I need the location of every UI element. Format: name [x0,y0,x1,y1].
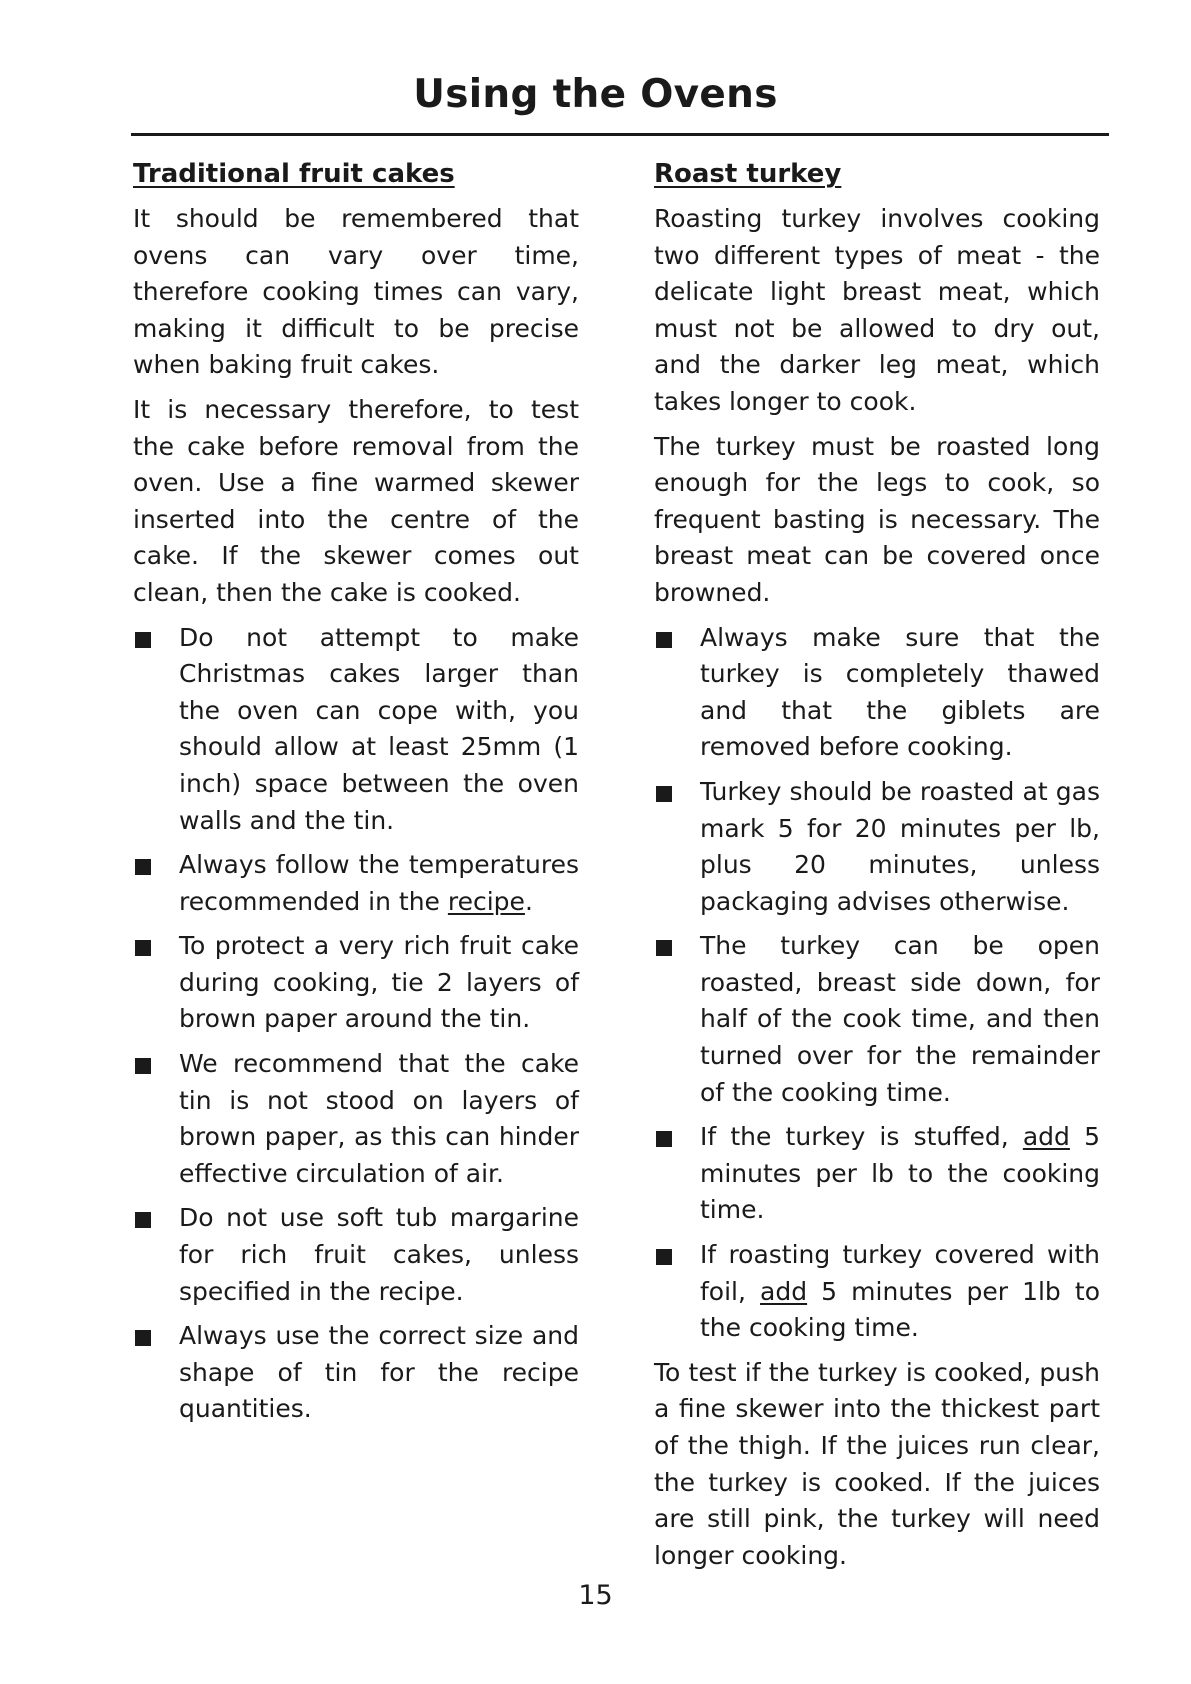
bullet-text: To protect a very rich fruit cake during cooking, tie 2 layers of brown paper around the tin. [179,931,579,1034]
bullet-text-end: . [524,886,533,916]
bullet-item [654,1119,1100,1229]
roast-turkey-heading: Roast turkey [654,159,842,189]
square-bullet-icon [135,859,151,875]
roast-turkey-section [654,156,1100,1582]
bullet-item [133,1318,579,1428]
bullet-text-start: Always follow the temperatures recommended in the [179,850,579,916]
square-bullet-icon [656,940,672,956]
bullet-item [654,1237,1100,1347]
roast-turkey-paragraph-1: Roasting turkey involves cooking two different types of meat - the delicate light breast meat, which must not be allowed to dry out, and the darker leg meat, which takes longer to cook. [654,204,1100,416]
bullet-text: Turkey should be roasted at gas mark 5 for 20 minutes per lb, plus 20 minutes, unless packaging advises otherwise. [700,776,1100,916]
fruit-cakes-bullet-list [133,620,579,1428]
fruit-cakes-section [133,156,579,1436]
underlined-word: add [1022,1122,1070,1152]
square-bullet-icon [656,786,672,802]
square-bullet-icon [135,1330,151,1346]
square-bullet-icon [656,632,672,648]
bullet-text-start: If the turkey is stuffed, [700,1122,1023,1152]
square-bullet-icon [656,1131,672,1147]
bullet-text [700,1240,1100,1342]
bullet-item [654,620,1100,766]
fruit-cakes-paragraph-2: It is necessary therefore, to test the cake before removal from the oven. Use a fine warmed skewer inserted into the centre of the cake. If the skewer comes out clean, then the cake is cooked. [133,394,579,607]
bullet-item [133,1046,579,1192]
roast-turkey-closing-paragraph: To test if the turkey is cooked, push a fine skewer into the thickest part of the thigh. If the juices run clear, the turkey is cooked. If the juices are still pink, the turkey will need longer cooking. [654,1357,1100,1570]
bullet-item [133,1200,579,1310]
square-bullet-icon [135,940,151,956]
bullet-text-start: If roasting turkey covered with foil, [700,1240,1100,1306]
bullet-item [133,620,579,840]
bullet-text [700,1122,1100,1224]
bullet-text: Do not attempt to make Christmas cakes larger than the oven can cope with, you should allow at least 25mm (1 inch) space between the oven walls and the tin. [179,622,579,835]
title-divider [131,133,1109,136]
underlined-word: add [760,1276,808,1306]
bullet-item [654,774,1100,920]
bullet-text: The turkey can be open roasted, breast side down, for half of the cook time, and then turned over for the remainder of the cooking time. [700,931,1100,1107]
fruit-cakes-heading: Traditional fruit cakes [133,159,455,189]
bullet-item [133,928,579,1038]
page-number: 15 [578,1580,613,1611]
bullet-text: We recommend that the cake tin is not stood on layers of brown paper, as this can hinder effective circulation of air. [179,1049,579,1188]
square-bullet-icon [656,1249,672,1265]
bullet-text-end: 5 minutes per 1lb to the cooking time. [700,1276,1100,1343]
roast-turkey-bullet-list [654,620,1100,1347]
page-title: Using the Ovens [413,72,778,117]
underlined-word: recipe [447,886,525,916]
square-bullet-icon [135,632,151,648]
square-bullet-icon [135,1212,151,1228]
bullet-item [133,847,579,920]
bullet-text-end: 5 minutes per lb to the cooking time. [700,1122,1101,1225]
bullet-text: Always use the correct size and shape of tin for the recipe quantities. [179,1321,579,1424]
bullet-text: Always make sure that the turkey is completely thawed and that the giblets are removed before cooking. [700,622,1100,762]
fruit-cakes-paragraph-1: It should be remembered that ovens can vary over time, therefore cooking times can vary, making it difficult to be precise when baking fruit cakes. [133,204,579,380]
bullet-text [179,850,579,916]
square-bullet-icon [135,1058,151,1074]
roast-turkey-paragraph-2: The turkey must be roasted long enough for the legs to cook, so frequent basting is necessary. The breast meat can be covered once browned. [654,431,1100,607]
bullet-text: Do not use soft tub margarine for rich fruit cakes, unless specified in the recipe. [179,1203,579,1306]
bullet-item [654,928,1100,1111]
